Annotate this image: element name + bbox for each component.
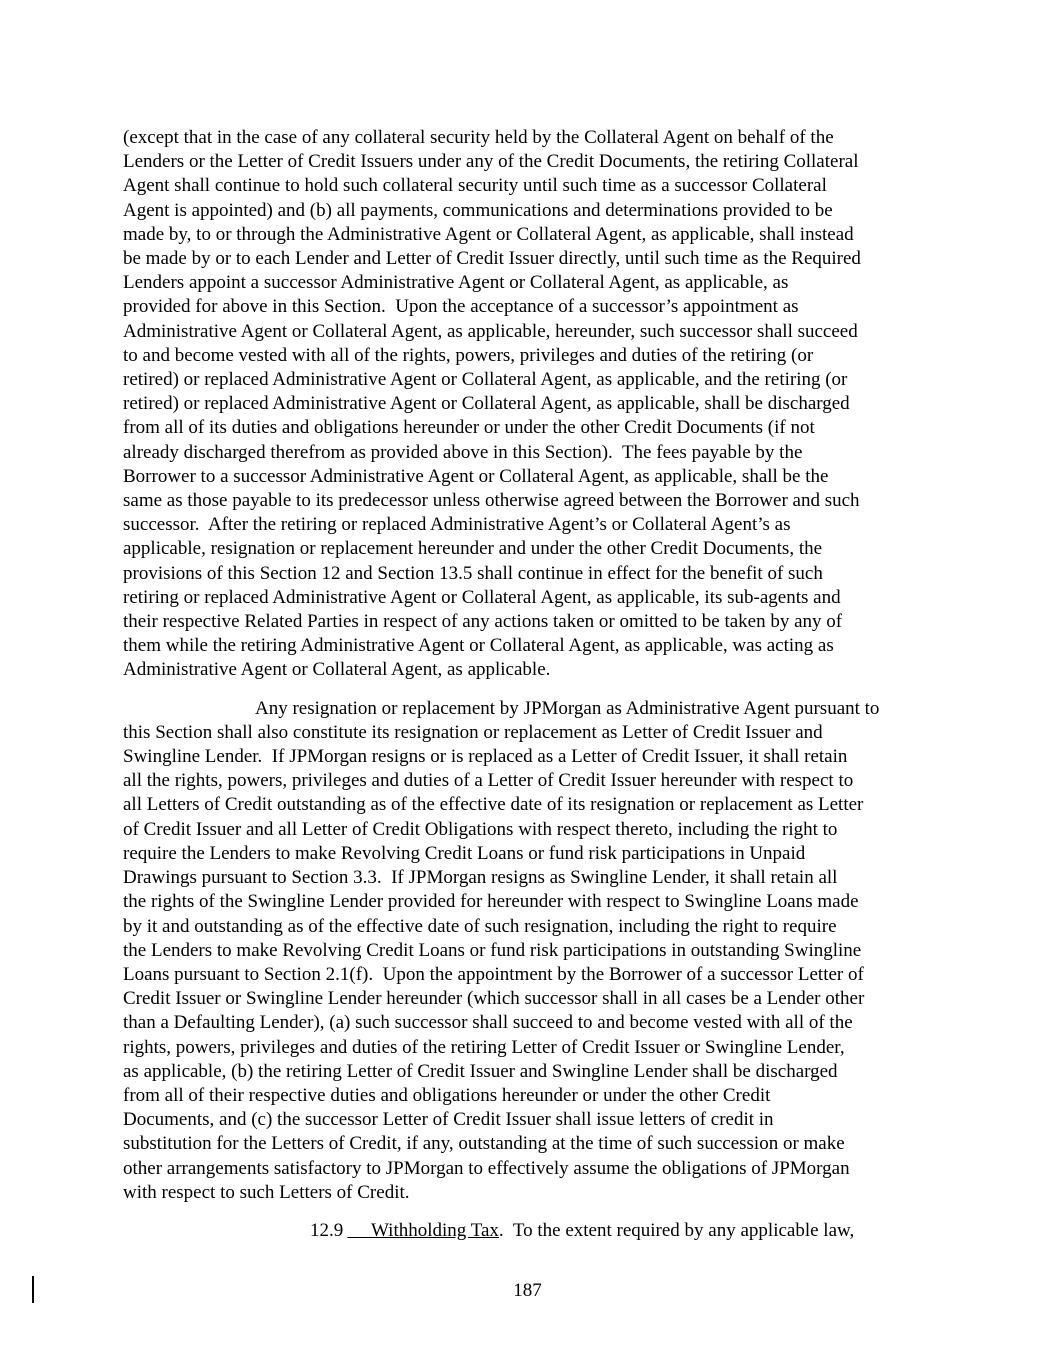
text-line: Administrative Agent or Collateral Agent, as applicable, hereunder, such successor shall succeed — [123, 320, 858, 342]
text-line: from all of its duties and obligations hereunder or under the other Credit Documents (if not — [123, 417, 815, 439]
text-line: as applicable, (b) the retiring Letter of Credit Issuer and Swingline Lender shall be discharged — [123, 1060, 838, 1082]
paragraph-1 — [123, 126, 941, 683]
text-line: provided for above in this Section. Upon the acceptance of a successor’s appointment as — [123, 296, 799, 318]
text-line: them while the retiring Administrative Agent or Collateral Agent, as applicable, was acting as — [123, 635, 834, 657]
text-line: the rights of the Swingline Lender provided for hereunder with respect to Swingline Loans made — [123, 891, 859, 913]
text-line: Loans pursuant to Section 2.1(f). Upon the appointment by the Borrower of a successor Letter of — [123, 963, 864, 985]
text-line: Documents, and (c) the successor Letter of Credit Issuer shall issue letters of credit in — [123, 1109, 774, 1131]
document-body — [123, 126, 941, 1243]
text-line: Swingline Lender. If JPMorgan resigns or is replaced as a Letter of Credit Issuer, it shall retain — [123, 746, 848, 768]
text-line: Lenders or the Letter of Credit Issuers under any of the Credit Documents, the retiring Collateral — [123, 151, 859, 173]
text-line: Agent is appointed) and (b) all payments, communications and determinations provided to be — [123, 199, 833, 221]
text-line: with respect to such Letters of Credit. — [123, 1181, 410, 1203]
text-line: provisions of this Section 12 and Section 13.5 shall continue in effect for the benefit of such — [123, 562, 823, 584]
text-line: retired) or replaced Administrative Agent or Collateral Agent, as applicable, shall be discharged — [123, 393, 850, 415]
text-line: to and become vested with all of the rights, powers, privileges and duties of the retiring (or — [123, 344, 814, 366]
section-number: 12.9 — [310, 1219, 344, 1241]
text-line: substitution for the Letters of Credit, if any, outstanding at the time of such succession or make — [123, 1133, 845, 1155]
text-line: same as those payable to its predecessor unless otherwise agreed between the Borrower and such — [123, 490, 860, 512]
text-line: all Letters of Credit outstanding as of the effective date of its resignation or replacement as Letter — [123, 794, 864, 816]
text-line: successor. After the retiring or replaced Administrative Agent’s or Collateral Agent’s as — [123, 514, 791, 536]
text-line: Credit Issuer or Swingline Lender hereunder (which successor shall in all cases be a Lender other — [123, 988, 865, 1010]
text-line: of Credit Issuer and all Letter of Credit Obligations with respect thereto, including the right to — [123, 818, 838, 840]
text-line: Any resignation or replacement by JPMorgan as Administrative Agent pursuant to — [255, 697, 880, 719]
text-line: by it and outstanding as of the effective date of such resignation, including the right to require — [123, 915, 837, 937]
text-line: than a Defaulting Lender), (a) such successor shall succeed to and become vested with all of the — [123, 1012, 853, 1034]
text-line: Agent shall continue to hold such collateral security until such time as a successor Collateral — [123, 175, 827, 197]
text-line: all the rights, powers, privileges and duties of a Letter of Credit Issuer hereunder with respect to — [123, 770, 854, 792]
paragraph-2 — [123, 697, 941, 1205]
text-line: retired) or replaced Administrative Agent or Collateral Agent, as applicable, and the retiring (or — [123, 369, 848, 391]
section-following-text: . To the extent required by any applicable law, — [498, 1219, 855, 1241]
text-line: Drawings pursuant to Section 3.3. If JPMorgan resigns as Swingline Lender, it shall retain all — [123, 867, 838, 889]
text-line: already discharged therefrom as provided above in this Section). The fees payable by the — [123, 441, 803, 463]
text-line: Borrower to a successor Administrative Agent or Collateral Agent, as applicable, shall be the — [123, 465, 829, 487]
text-line: (except that in the case of any collateral security held by the Collateral Agent on behalf of the — [123, 127, 834, 148]
section-title-underlined — [347, 1220, 499, 1241]
text-line: made by, to or through the Administrative Agent or Collateral Agent, as applicable, shall instead — [123, 223, 854, 245]
text-line: be made by or to each Lender and Letter of Credit Issuer directly, until such time as the Required — [123, 248, 861, 270]
text-line: their respective Related Parties in respect of any actions taken or omitted to be taken by any of — [123, 611, 843, 633]
page-number: 187 — [513, 1280, 542, 1301]
text-line: applicable, resignation or replacement hereunder and under the other Credit Documents, the — [123, 538, 823, 560]
section-title-tab — [347, 1220, 371, 1241]
text-line: this Section shall also constitute its resignation or replacement as Letter of Credit Issuer and — [123, 721, 823, 743]
text-line: Administrative Agent or Collateral Agent, as applicable. — [123, 659, 551, 681]
text-line: from all of their respective duties and obligations hereunder or under the other Credit — [123, 1084, 771, 1106]
section-title: Withholding Tax — [371, 1219, 499, 1241]
text-line: the Lenders to make Revolving Credit Loans or fund risk participations in outstanding Swingline — [123, 939, 862, 961]
text-line: retiring or replaced Administrative Agent or Collateral Agent, as applicable, its sub-agents and — [123, 586, 841, 608]
text-line: Lenders appoint a successor Administrative Agent or Collateral Agent, as applicable, as — [123, 272, 789, 294]
text-line: require the Lenders to make Revolving Credit Loans or fund risk participations in Unpaid — [123, 842, 806, 864]
text-line: other arrangements satisfactory to JPMorgan to effectively assume the obligations of JPMorgan — [123, 1157, 850, 1179]
section-heading-12-9 — [123, 1219, 941, 1243]
text-line: rights, powers, privileges and duties of the retiring Letter of Credit Issuer or Swingline Lender, — [123, 1036, 845, 1058]
